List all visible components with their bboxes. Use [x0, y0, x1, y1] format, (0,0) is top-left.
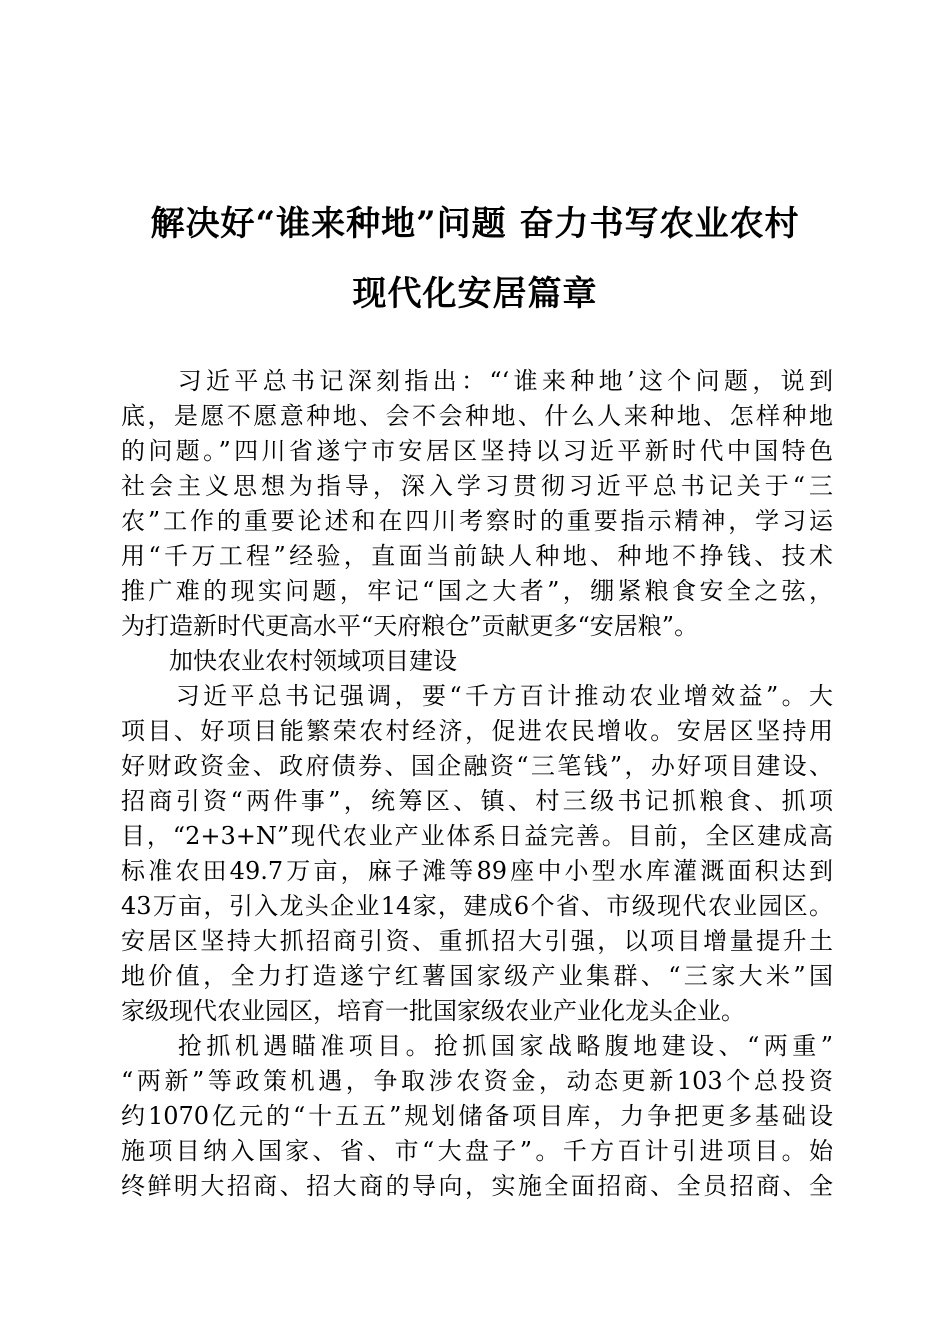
document-title-line-1: 解决好“谁来种地”问题 奋力书写农业农村	[150, 204, 800, 244]
paragraph-line: 的问题。”四川省遂宁市安居区坚持以习近平新时代中国特色	[121, 437, 833, 465]
paragraph-line: 好财政资金、政府债券、国企融资“三笔钱”，办好项目建设、	[121, 752, 833, 780]
paragraph-line: 施项目纳入国家、省、市“大盘子”。千方百计引进项目。始	[121, 1137, 833, 1165]
paragraph-line: 习近平总书记深刻指出：“‘谁来种地’这个问题，说到	[121, 367, 833, 395]
paragraph-line: 目，“2+3+N”现代农业产业体系日益完善。目前，全区建成高	[121, 822, 833, 850]
paragraph-line: 约1070亿元的“十五五”规划储备项目库，力争把更多基础设	[121, 1102, 833, 1130]
paragraph-line: 习近平总书记强调，要“千方百计推动农业增效益”。大	[121, 682, 833, 710]
document-title-line-2: 现代化安居篇章	[352, 274, 598, 314]
paragraph-line: 地价值，全力打造遂宁红薯国家级产业集群、“三家大米”国	[121, 962, 833, 990]
paragraph-line: 推广难的现实问题，牢记“国之大者”，绷紧粮食安全之弦，	[121, 577, 833, 605]
paragraph-line: 43万亩，引入龙头企业14家，建成6个省、市级现代农业园区。	[121, 892, 833, 920]
paragraph-line: 安居区坚持大抓招商引资、重抓招大引强，以项目增量提升土	[121, 927, 833, 955]
paragraph-line: 项目、好项目能繁荣农村经济，促进农民增收。安居区坚持用	[121, 717, 833, 745]
paragraph-line: 家级现代农业园区，培育一批国家级农业产业化龙头企业。	[121, 997, 745, 1025]
paragraph-line: 底，是愿不愿意种地、会不会种地、什么人来种地、怎样种地	[121, 402, 833, 430]
paragraph-line: 用“千万工程”经验，直面当前缺人种地、种地不挣钱、技术	[121, 542, 833, 570]
paragraph-line: 终鲜明大招商、招大商的导向，实施全面招商、全员招商、全	[121, 1172, 833, 1200]
paragraph-line: 农”工作的重要论述和在四川考察时的重要指示精神，学习运	[121, 507, 833, 535]
paragraph-line: 为打造新时代更高水平“天府粮仓”贡献更多“安居粮”。	[121, 612, 699, 640]
paragraph-line: 标准农田49.7万亩，麻子滩等89座中小型水库灌溉面积达到	[121, 857, 833, 885]
paragraph-line: 社会主义思想为指导，深入学习贯彻习近平总书记关于“三	[121, 472, 833, 500]
paragraph-line: 招商引资“两件事”，统筹区、镇、村三级书记抓粮食、抓项	[121, 787, 833, 815]
section-heading: 加快农业农村领域项目建设	[169, 647, 457, 675]
paragraph-line: 抢抓机遇瞄准项目。抢抓国家战略腹地建设、“两重”	[121, 1032, 833, 1060]
paragraph-line: “两新”等政策机遇，争取涉农资金，动态更新103个总投资	[121, 1067, 833, 1095]
